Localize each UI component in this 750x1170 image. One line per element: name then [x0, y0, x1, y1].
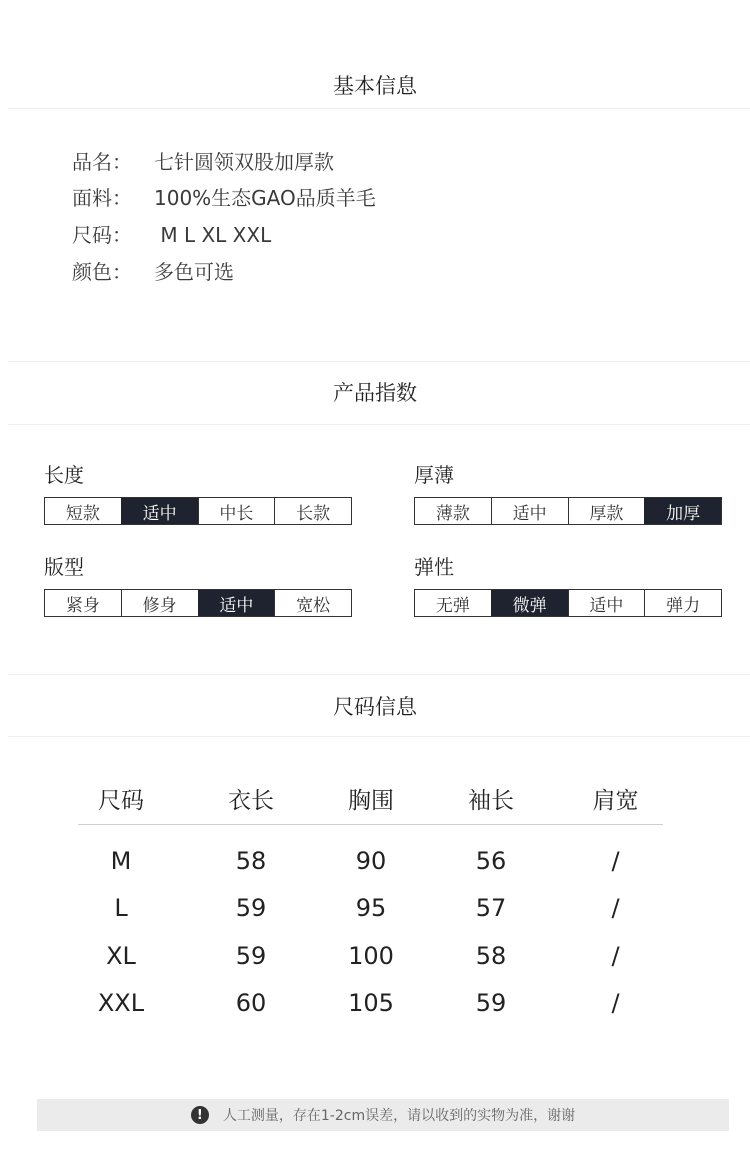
length-scale — [44, 497, 352, 525]
product-index-title: 产品指数 — [333, 381, 417, 405]
scale-option: 微弹 — [491, 590, 568, 616]
cell-sleeve: 59 — [475, 989, 507, 1018]
info-value: 七针圆领双股加厚款 — [154, 150, 334, 174]
info-label: 面料： — [72, 186, 132, 210]
cell-size: XL — [106, 941, 136, 970]
divider — [8, 424, 750, 425]
header-shoulder: 肩宽 — [592, 788, 639, 814]
cell-shoulder: / — [611, 989, 620, 1018]
basic-info-title: 基本信息 — [333, 74, 417, 98]
measurement-notice — [37, 1099, 729, 1131]
header-sleeve: 袖长 — [468, 788, 514, 814]
cell-sleeve: 56 — [475, 846, 507, 875]
size-table — [78, 778, 663, 1027]
index-label-thickness: 厚薄 — [414, 463, 454, 487]
size-table-header — [78, 778, 663, 825]
divider — [8, 674, 750, 675]
cell-size: M — [110, 846, 132, 875]
info-label: 品名： — [72, 150, 132, 174]
table-row — [78, 885, 663, 933]
cell-chest: 95 — [355, 894, 387, 923]
cell-size: L — [114, 894, 128, 923]
info-label: 颜色： — [72, 260, 132, 284]
info-row-color — [72, 256, 234, 285]
info-value: 多色可选 — [154, 260, 234, 284]
scale-option: 薄款 — [435, 503, 470, 524]
info-row-size — [72, 219, 271, 248]
scale-option: 紧身 — [65, 595, 100, 616]
cell-shoulder: / — [611, 941, 620, 970]
size-info-title: 尺码信息 — [333, 695, 417, 719]
elasticity-scale — [414, 589, 722, 617]
cell-sleeve: 57 — [475, 894, 507, 923]
info-value: M L XL XXL — [154, 223, 272, 247]
info-value: 100%生态GAO品质羊毛 — [154, 186, 376, 210]
scale-option: 中长 — [198, 498, 275, 524]
table-row — [78, 932, 663, 980]
scale-option: 适中 — [491, 498, 568, 524]
cell-size: XXL — [97, 989, 145, 1018]
cell-shoulder: / — [611, 894, 620, 923]
divider — [8, 736, 750, 737]
table-row — [78, 837, 663, 885]
index-label-fit: 版型 — [44, 555, 84, 579]
header-length: 衣长 — [228, 788, 274, 814]
cell-length: 60 — [235, 989, 267, 1018]
cell-length: 59 — [235, 894, 267, 923]
cell-length: 58 — [235, 846, 267, 875]
exclamation-icon: ! — [191, 1106, 209, 1124]
scale-option: 弹力 — [644, 590, 721, 616]
index-label-length: 长度 — [44, 463, 84, 487]
cell-sleeve: 58 — [475, 941, 507, 970]
table-row — [78, 980, 663, 1028]
scale-option: 适中 — [121, 498, 198, 524]
cell-length: 59 — [235, 941, 267, 970]
scale-option: 宽松 — [274, 590, 351, 616]
scale-option: 厚款 — [568, 498, 645, 524]
scale-option: 修身 — [121, 590, 198, 616]
scale-option: 短款 — [65, 503, 100, 524]
index-label-elasticity: 弹性 — [414, 555, 454, 579]
scale-option: 加厚 — [644, 498, 721, 524]
cell-shoulder: / — [611, 846, 620, 875]
thickness-scale — [414, 497, 722, 525]
notice-text: 人工测量，存在1-2cm误差，请以收到的实物为准，谢谢 — [222, 1108, 576, 1124]
info-row-name — [72, 146, 334, 175]
divider — [8, 108, 750, 109]
scale-option: 适中 — [198, 590, 275, 616]
info-label: 尺码： — [72, 223, 132, 247]
scale-option: 长款 — [274, 498, 351, 524]
header-chest: 胸围 — [348, 788, 394, 814]
cell-chest: 105 — [348, 989, 394, 1018]
divider — [8, 361, 750, 362]
header-size: 尺码 — [98, 788, 144, 814]
scale-option: 无弹 — [435, 595, 470, 616]
cell-chest: 100 — [348, 941, 394, 970]
info-row-fabric — [72, 182, 376, 211]
scale-option: 适中 — [568, 590, 645, 616]
cell-chest: 90 — [355, 846, 387, 875]
fit-scale — [44, 589, 352, 617]
